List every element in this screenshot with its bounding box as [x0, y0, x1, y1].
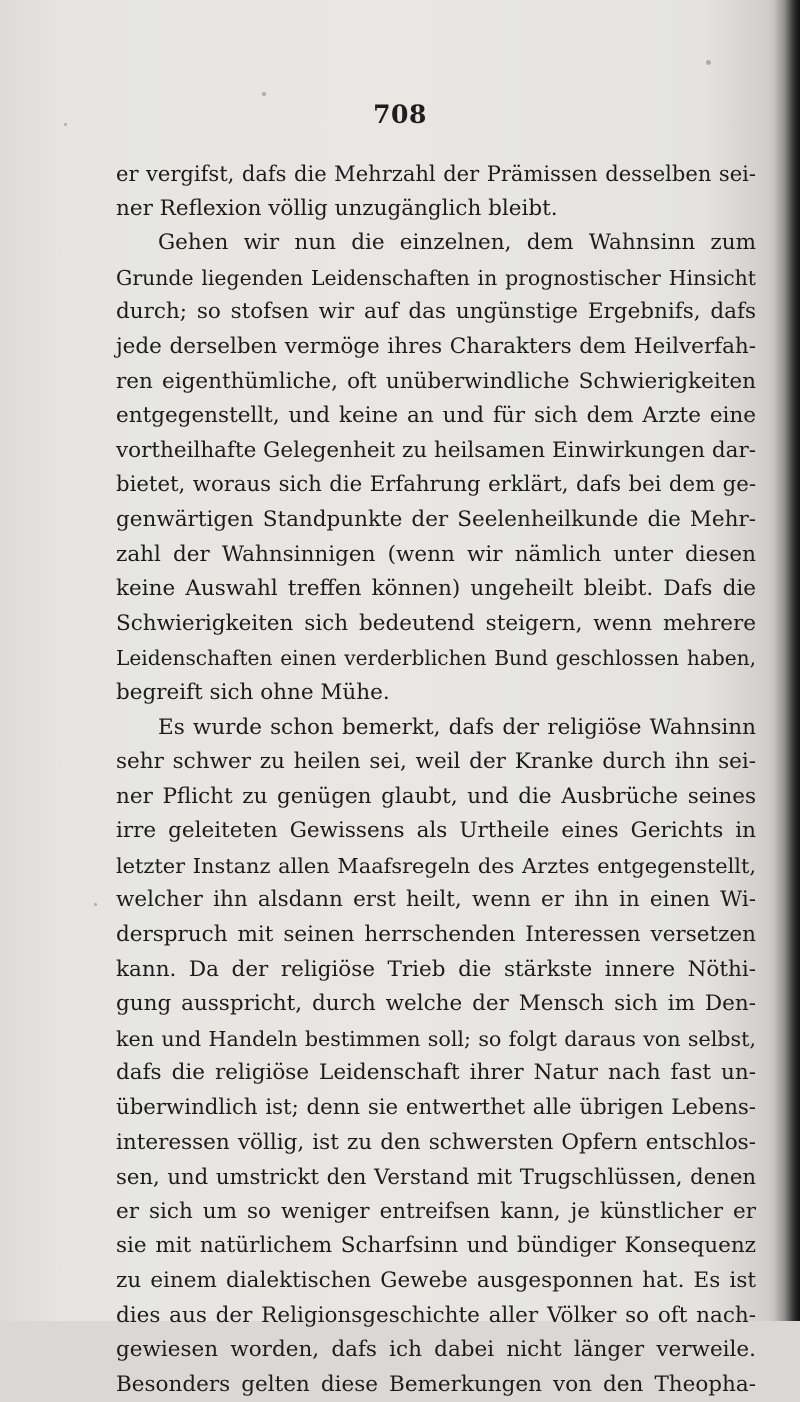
text-line: entgegenstellt, und keine an und für sich dem Arzte eine: [116, 403, 756, 429]
text-line: jede derselben vermöge ihres Charakters dem Heilverfah-: [116, 333, 756, 359]
text-line: ken und Handeln bestimmen soll; so folgt daraus von selbst,: [116, 1026, 756, 1051]
text-line: gewiesen worden, dafs ich dabei nicht länger verweile.: [116, 1337, 756, 1363]
text-line: Grunde liegenden Leidenschaften in prognostischer Hinsicht: [116, 265, 756, 290]
body-text: [116, 157, 756, 1402]
text-line: dafs die religiöse Leidenschaft ihrer Natur nach fast un-: [116, 1060, 756, 1086]
text-line: genwärtigen Standpunkte der Seelenheilkunde die Mehr-: [116, 506, 756, 532]
text-line: Leidenschaften einen verderblichen Bund geschlossen haben,: [116, 646, 756, 671]
paper-speck: [262, 92, 266, 96]
text-line: ner Reflexion völlig unzugänglich bleibt.: [116, 195, 558, 221]
text-line: derspruch mit seinen herrschenden Interessen versetzen: [116, 922, 756, 948]
page-binding-shadow: [774, 0, 800, 1321]
text-line: zu einem dialektischen Gewebe ausgesponnen hat. Es ist: [116, 1268, 756, 1293]
text-line: ner Pflicht zu genügen glaubt, und die Ausbrüche seines: [116, 783, 756, 809]
text-line: zahl der Wahnsinnigen (wenn wir nämlich unter diesen: [116, 541, 756, 567]
text-line: begreift sich ohne Mühe.: [116, 679, 390, 705]
paper-speck: [706, 60, 711, 65]
text-line: sie mit natürlichem Scharfsinn und bündiger Konsequenz: [116, 1233, 756, 1259]
text-line: bietet, woraus sich die Erfahrung erklärt, dafs bei dem ge-: [116, 472, 756, 498]
text-line: er vergifst, dafs die Mehrzahl der Prämissen desselben sei-: [116, 161, 756, 186]
text-line: gung ausspricht, durch welche der Mensch sich im Den-: [116, 991, 756, 1017]
text-line: Gehen wir nun die einzelnen, dem Wahnsinn zum: [158, 230, 756, 256]
page-number: 708: [373, 100, 427, 129]
text-line: durch; so stofsen wir auf das ungünstige Ergebnifs, dafs: [116, 299, 756, 325]
text-line: irre geleiteten Gewissens als Urtheile eines Gerichts in: [116, 818, 756, 844]
text-line: dies aus der Religionsgeschichte aller Völker so oft nach-: [116, 1302, 756, 1328]
text-line: letzter Instanz allen Maafsregeln des Arztes entgegenstellt,: [116, 853, 756, 878]
text-line: ren eigenthümliche, oft unüberwindliche Schwierigkeiten: [116, 368, 756, 394]
text-line: Schwierigkeiten sich bedeutend steigern, wenn mehrere: [116, 610, 756, 636]
paper-speck: [94, 903, 97, 906]
text-line: Es wurde schon bemerkt, dafs der religiöse Wahnsinn: [158, 714, 756, 740]
text-line: welcher ihn alsdann erst heilt, wenn er ihn in einen Wi-: [116, 887, 756, 913]
text-line: er sich um so weniger entreifsen kann, je künstlicher er: [116, 1198, 756, 1224]
text-line: vortheilhafte Gelegenheit zu heilsamen Einwirkungen dar-: [116, 437, 756, 463]
text-line: überwindlich ist; denn sie entwerthet alle übrigen Lebens-: [116, 1095, 756, 1121]
text-line: sehr schwer zu heilen sei, weil der Kranke durch ihn sei-: [116, 749, 756, 775]
text-line: kann. Da der religiöse Trieb die stärkste innere Nöthi-: [116, 956, 756, 982]
text-line: Besonders gelten diese Bemerkungen von den Theopha-: [116, 1371, 756, 1397]
text-line: interessen völlig, ist zu den schwersten Opfern entschlos-: [116, 1129, 756, 1155]
text-line: sen, und umstrickt den Verstand mit Trugschlüssen, denen: [116, 1164, 756, 1190]
text-line: keine Auswahl treffen können) ungeheilt bleibt. Dafs die: [116, 576, 756, 602]
